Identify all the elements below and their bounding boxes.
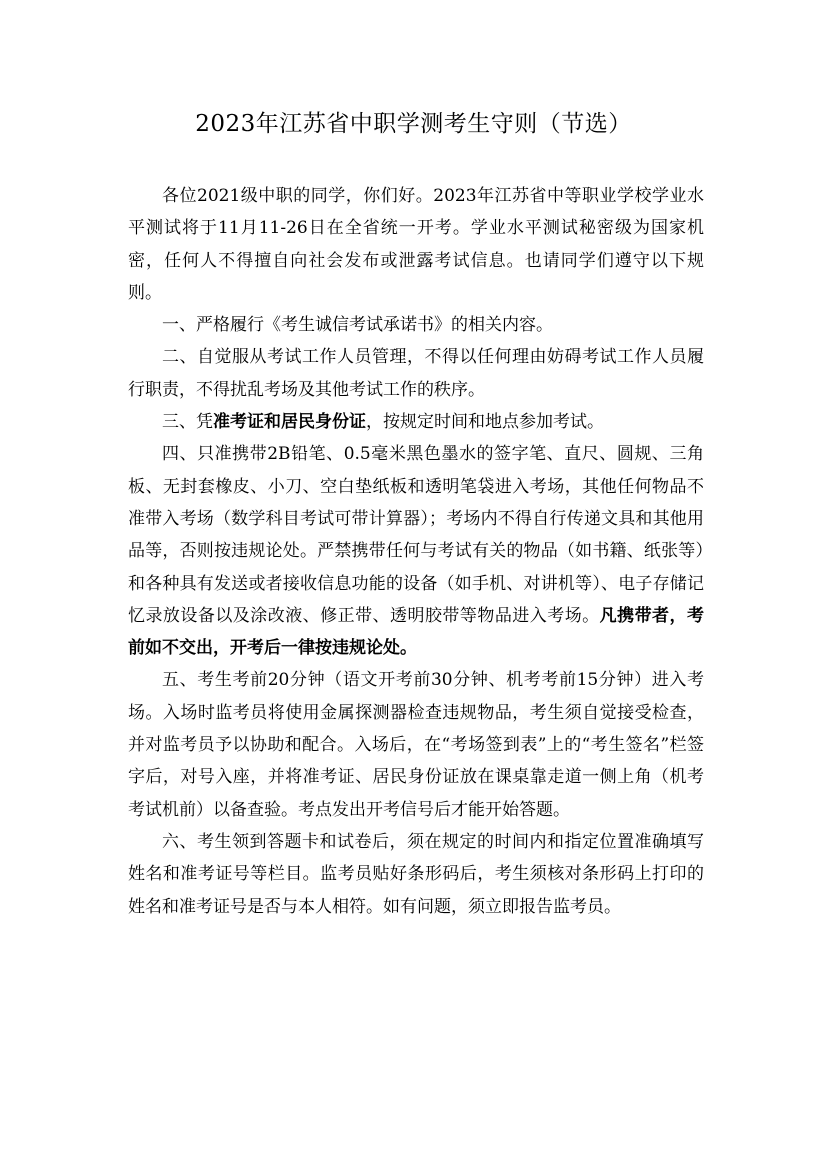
paragraph-text: 各位2021级中职的同学，你们好。2023年江苏省中等职业学校学业水平测试将于11月11-26日在全省统一开考。学业水平测试秘密级为国家机密，任何人不得擅自向社会发布或泄露考试信息。也请同学们遵守以下规则。: [128, 186, 704, 303]
paragraph-rule-1: [128, 309, 704, 341]
document-title: 2023年江苏省中职学测考生守则（节选）: [195, 111, 632, 137]
paragraph-text: 二、自觉服从考试工作人员管理，不得以任何理由妨碍考试工作人员履行职责，不得扰乱考场及其他考试工作的秩序。: [128, 347, 704, 400]
paragraph-rule-4: [128, 438, 704, 664]
paragraph-bold-text: 凡携带者，考前如不交出，开考后一律按违规论处。: [128, 605, 704, 659]
paragraph-rule-5: [128, 664, 704, 825]
paragraph-text: 一、严格履行《考生诚信考试承诺书》的相关内容。: [162, 315, 553, 336]
paragraph-text: 四、只准携带2B铅笔、0.5毫米黑色墨水的签字笔、直尺、圆规、三角板、无封套橡皮、小刀、空白垫纸板和透明笔袋进入考场，其他任何物品不准带入考场（数学科目考试可带计算器）；考场内不得自行传递文具和其他用品等，否则按违规论处。严禁携带任何与考试有关的物品（如书籍、纸张等）和各种具有发送或者接收信息功能的设备（如手机、对讲机等）、电子存储记忆录放设备以及涂改液、修正带、透明胶带等物品进入考场。: [128, 444, 704, 626]
paragraph-text: 六、考生领到答题卡和试卷后，须在规定的时间内和指定位置准确填写姓名和准考证号等栏目。监考员贴好条形码后，考生须核对条形码上打印的姓名和准考证号是否与本人相符。如有问题，须立即报告监考员。: [128, 831, 704, 917]
paragraph-bold-text: 准考证和居民身份证: [213, 412, 366, 433]
document-body: [128, 180, 704, 923]
paragraph-rule-3: [128, 406, 704, 438]
paragraph-intro: [128, 180, 704, 309]
paragraph-text: ，按规定时间和地点参加考试。: [366, 412, 604, 433]
paragraph-text: 五、考生考前20分钟（语文开考前30分钟、机考考前15分钟）进入考场。入场时监考员将使用金属探测器检查违规物品，考生须自觉接受检查，并对监考员予以协助和配合。入场后，在“考场签到表”上的“考生签名”栏签字后，对号入座，并将准考证、居民身份证放在课桌靠走道一侧上角（机考考试机前）以备查验。考点发出开考信号后才能开始答题。: [128, 670, 704, 820]
paragraph-text: 三、凭: [162, 412, 213, 433]
paragraph-rule-2: [128, 341, 704, 406]
paragraph-rule-6: [128, 826, 704, 923]
